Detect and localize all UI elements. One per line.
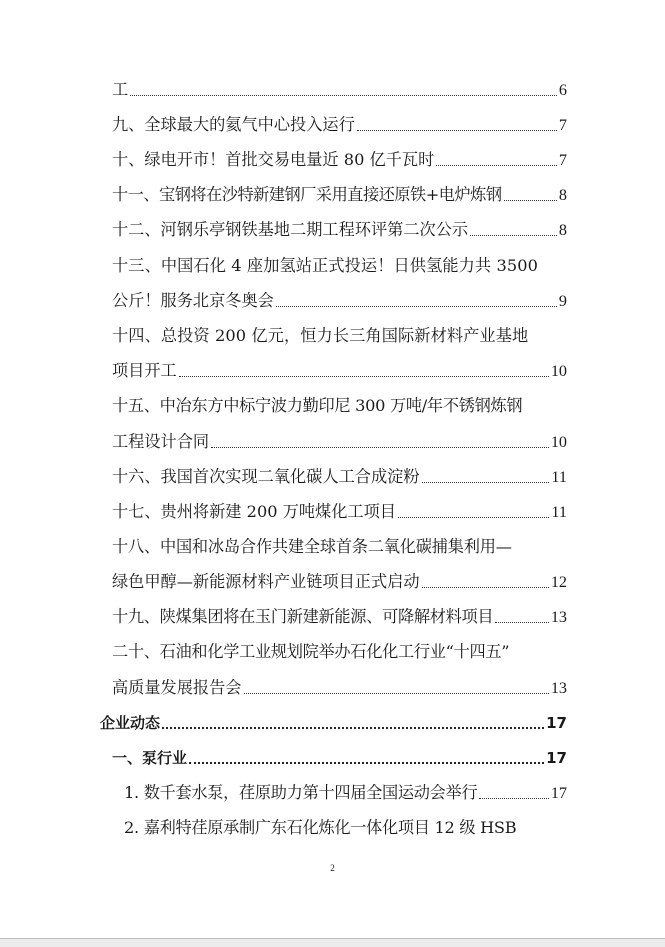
toc-entry-continued[interactable] xyxy=(112,430,567,454)
toc-leader-dots xyxy=(179,375,549,377)
toc-leader-dots xyxy=(276,305,557,307)
toc-subsection-page: 17 xyxy=(546,749,567,767)
toc-entry-page: 12 xyxy=(550,573,567,591)
toc-entry-title: 工 xyxy=(112,80,129,99)
toc-entry[interactable] xyxy=(112,465,567,489)
toc-entry[interactable] xyxy=(112,605,567,629)
toc-entry-page: 9 xyxy=(558,292,567,310)
toc-entry-title: 十三、中国石化 4 座加氢站正式投运！日供氢能力共 3500 xyxy=(112,256,539,275)
toc-entry-continued[interactable] xyxy=(112,570,567,594)
toc-entry[interactable] xyxy=(112,500,567,524)
toc-entry[interactable] xyxy=(112,324,567,348)
toc-entry-page: 8 xyxy=(558,221,567,239)
toc-entry[interactable] xyxy=(112,148,567,172)
toc-entry-title: 十七、贵州将新建 200 万吨煤化工项目 xyxy=(112,502,396,521)
toc-leader-dots xyxy=(162,726,544,729)
toc-leader-dots xyxy=(436,164,557,166)
toc-item[interactable] xyxy=(124,816,567,840)
toc-entry-page: 10 xyxy=(550,433,567,451)
toc-entry-title: 十九、陕煤集团将在玉门新建新能源、可降解材料项目 xyxy=(112,607,494,626)
toc-section-page: 17 xyxy=(546,714,567,732)
toc-entry-title: 十六、我国首次实现二氧化碳人工合成淀粉 xyxy=(112,467,420,486)
toc-item[interactable] xyxy=(124,781,567,805)
toc-entry[interactable] xyxy=(112,254,567,278)
toc-entry-page: 7 xyxy=(558,116,567,134)
toc-entry-continued[interactable] xyxy=(112,676,567,700)
toc-leader-dots xyxy=(189,761,544,764)
toc-entry-title: 绿色甲醇—新能源材料产业链项目正式启动 xyxy=(112,572,420,591)
toc-item-title: 2. 嘉利特荏原承制广东石化炼化一体化项目 12 级 HSB xyxy=(124,818,517,837)
toc-entry-title: 十八、中国和冰岛合作共建全球首条二氧化碳捕集利用— xyxy=(112,537,512,556)
toc-leader-dots xyxy=(357,129,557,131)
toc-entry-page: 8 xyxy=(558,186,567,204)
toc-entry-title: 项目开工 xyxy=(112,361,177,380)
toc-entry-title: 九、全球最大的氦气中心投入运行 xyxy=(112,115,355,134)
toc-entry-page: 13 xyxy=(550,679,567,697)
toc-entry-title: 十四、总投资 200 亿元，恒力长三角国际新材料产业基地 xyxy=(112,326,529,345)
page-number: 2 xyxy=(330,863,335,873)
toc-entry-title: 高质量发展报告会 xyxy=(112,678,242,697)
toc-entry[interactable] xyxy=(112,113,567,137)
toc-leader-dots xyxy=(470,234,557,236)
toc-entry[interactable] xyxy=(112,183,567,207)
toc-section-heading[interactable] xyxy=(100,711,567,735)
toc-entry-title: 十、绿电开市！首批交易电量近 80 亿千瓦时 xyxy=(112,150,435,169)
toc-entry-page: 11 xyxy=(551,503,567,521)
toc-item-title: 1. 数千套水泵，荏原助力第十四届全国运动会举行 xyxy=(124,783,478,802)
toc-section-title: 企业动态 xyxy=(100,714,161,732)
toc-entry[interactable] xyxy=(112,394,567,418)
toc-entry-page: 11 xyxy=(551,468,567,486)
toc-leader-dots xyxy=(130,94,557,96)
toc-entry[interactable] xyxy=(112,640,567,664)
toc-leader-dots xyxy=(422,481,550,483)
toc-entry-title: 十一、宝钢将在沙特新建钢厂采用直接还原铁+电炉炼钢 xyxy=(112,185,502,204)
toc-entry-title: 十二、河钢乐亭钢铁基地二期工程环评第二次公示 xyxy=(112,220,469,239)
toc-entry-page: 7 xyxy=(558,151,567,169)
toc-subsection-title: 一、泵行业 xyxy=(112,749,188,767)
toc-leader-dots xyxy=(479,797,548,799)
toc-leader-dots xyxy=(244,692,549,694)
toc-leader-dots xyxy=(211,446,549,448)
toc-entry-page: 6 xyxy=(558,81,567,99)
toc-leader-dots xyxy=(422,586,549,588)
toc-entry-title: 二十、石油和化学工业规划院举办石化化工行业“十四五” xyxy=(112,642,510,661)
toc-entry-page: 10 xyxy=(550,362,567,380)
toc-entry[interactable] xyxy=(112,218,567,242)
toc-entry-title: 公斤！服务北京冬奥会 xyxy=(112,291,274,310)
toc-leader-dots xyxy=(504,199,557,201)
toc-entry[interactable] xyxy=(112,535,567,559)
toc-entry-continued[interactable] xyxy=(112,289,567,313)
toc-subsection-heading[interactable] xyxy=(112,746,567,770)
toc-entry-title: 十五、中冶东方中标宁波力勤印尼 300 万吨/年不锈钢炼钢 xyxy=(112,396,523,415)
toc-leader-dots xyxy=(398,516,549,518)
toc-entry[interactable] xyxy=(112,78,567,102)
toc-entry-title: 工程设计合同 xyxy=(112,432,210,451)
toc-entry-continued[interactable] xyxy=(112,359,567,383)
toc-leader-dots xyxy=(495,621,549,623)
toc-entry-page: 13 xyxy=(550,608,567,626)
toc-item-page: 17 xyxy=(550,784,567,802)
